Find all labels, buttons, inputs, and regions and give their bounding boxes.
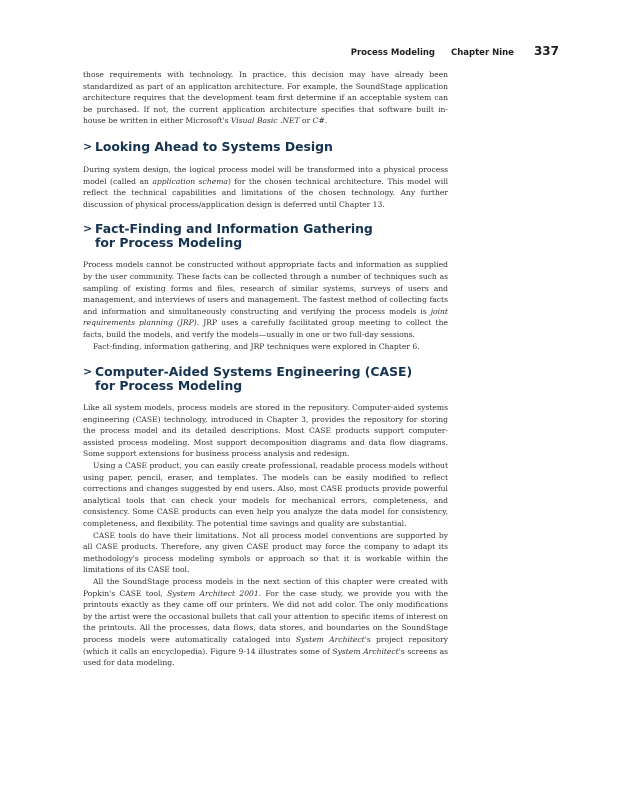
heading-marker-icon: > xyxy=(83,365,93,379)
section-heading-case xyxy=(83,365,448,393)
section-heading-text xyxy=(95,140,333,154)
heading-line: Fact-Finding and Information Gathering xyxy=(95,221,373,237)
intro-text-b: or xyxy=(299,116,313,126)
case-paragraph-2: Using a CASE product, you can easily create professional, readable process models without using paper, pencil, eraser, and templates. The models can be easily modified to reflect corrections and changes suggested by end users. Also, most CASE products provide powerful analytical tools that can check your models for mechanical errors, completeness, and consistency. Some CASE products can even help you analyze the data model for consistency, completeness, and flexibility. The potential time savings and quality are substantial. xyxy=(83,461,448,529)
term-system-architect: System Architect xyxy=(295,634,365,644)
term-jrp: joint requirements planning (JRP) xyxy=(83,306,448,328)
heading-marker-icon: > xyxy=(83,222,93,236)
section-heading-text xyxy=(95,222,373,250)
intro-term-vbnet: Visual Basic .NET xyxy=(230,116,300,126)
heading-marker-icon: > xyxy=(83,139,93,153)
heading-line: for Process Modeling xyxy=(95,235,243,251)
term-system-architect: System Architect xyxy=(332,646,399,656)
case-paragraph-3: CASE tools do have their limitations. Not all process model conventions are supported by all CASE products. Therefore, any given CASE product may force the company to adapt its methodology's process modeling symbols or approach so that it is workable within the limitations of its CASE tool. xyxy=(83,530,448,575)
page-number: 337 xyxy=(533,44,559,58)
text-run: 's project repository (which it calls an encyclopedia). Figure 9-14 illustrates some of xyxy=(83,634,448,656)
term-application-schema: application schema xyxy=(152,176,228,186)
running-head-chapter: Chapter Nine xyxy=(451,48,514,58)
intro-term-csharp: C# xyxy=(312,116,325,126)
case-paragraph-1: Like all system models, process models are stored in the repository. Computer-aided systems engineering (CASE) technology, introduced in Chapter 3, provides the repository for storing the process model and its detailed descriptions. Most CASE products support computer-assisted process modeling. Most support decomposition diagrams and data flow diagrams. Some support extensions for business process analysis and redesign. xyxy=(83,403,448,459)
intro-text-c: . xyxy=(324,116,328,126)
section-heading-fact-finding xyxy=(83,222,448,250)
systems-design-paragraph xyxy=(83,164,448,210)
body-column xyxy=(83,69,448,669)
heading-line: for Process Modeling xyxy=(95,378,243,394)
section-heading-systems-design xyxy=(83,140,448,154)
text-run: All the SoundStage process models in the next section of this chapter were created with Popkin's CASE tool, xyxy=(83,577,448,598)
text-run: During system design, the logical process model will be transformed into a physical process model (called an xyxy=(83,164,448,186)
heading-line: Computer-Aided Systems Engineering (CASE) xyxy=(95,364,413,380)
running-head-section: Process Modeling xyxy=(350,48,435,58)
term-system-architect-2001: System Architect 2001 xyxy=(167,588,259,598)
case-paragraph-4 xyxy=(83,576,448,669)
text-run: . JRP uses a carefully facilitated group meeting to collect the facts, build the models, and verify the models—usually in one or two full-day sessions. xyxy=(83,318,448,339)
section-heading-text xyxy=(95,365,412,393)
text-run: Process models cannot be constructed without appropriate facts and information as supplied by the user community. These facts can be collected through a number of techniques such as sampling of existing forms and files, research of similar systems, surveys of users and management, and interviews of users and management. The fastest method of collecting facts and information and simultaneously constructing and verifying the process models is xyxy=(83,260,448,316)
text-run: ) for the chosen technical architecture. This model will reflect the technical capabilities and limitations of the chosen technology. Any further discussion of physical process/application design is deferred until Chapter 13. xyxy=(83,176,448,209)
running-head xyxy=(351,44,559,58)
heading-line: Looking Ahead to Systems Design xyxy=(95,138,333,154)
text-run: 's screens as used for data modeling. xyxy=(83,646,448,668)
fact-finding-paragraph-2: Fact-finding, information gathering, and JRP techniques were explored in Chapter 6. xyxy=(93,341,420,351)
intro-text-a: those requirements with technology. In practice, this decision may have already been standardized as part of an application architecture. For example, the SoundStage application architecture requires that the development team first determine if an acceptable system can be purchased. If not, the current application architecture specifies that software built in-house be written in either Microsoft's xyxy=(83,70,448,126)
intro-paragraph xyxy=(83,69,448,127)
text-run: . For the case study, we provide you with the printouts exactly as they came off our printers. We did not add color. The only modifications by the artist were the occasional bullets that call your attention to specific items of interest on the printouts. All the processes, data flows, data stores, and boundaries on the SoundStage process models were automatically cataloged into xyxy=(83,588,449,644)
fact-finding-paragraph-1 xyxy=(83,259,448,340)
